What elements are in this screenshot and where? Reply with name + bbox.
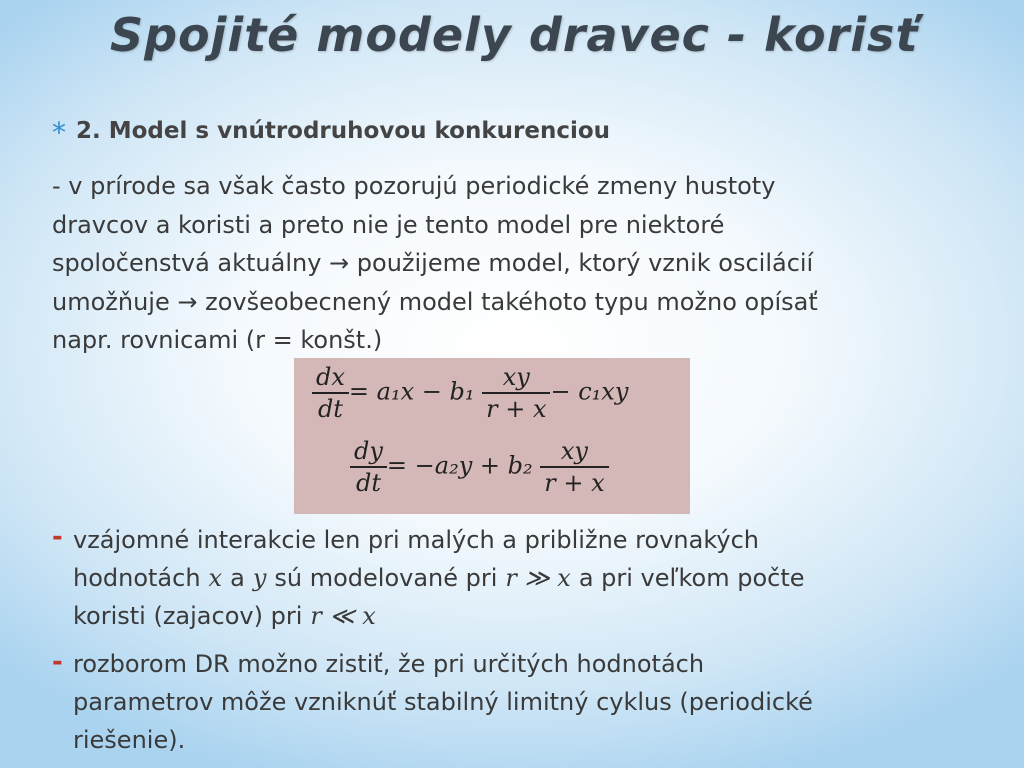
equation-1-tail: − c₁xy (550, 377, 629, 406)
paragraph-line: umožňuje → zovšeobecnený model takéhoto typu možno opísať (52, 287, 818, 316)
math-x: x (208, 564, 223, 592)
fraction-xy-over-r-plus-x: $\frac{xy}{r + x}$ (482, 362, 550, 424)
list-line: rozborom DR možno zistiť, že pri určitých hodnotách (73, 650, 705, 678)
equation-2 (350, 436, 609, 498)
derivative-dy-dt: $\frac{dy}{dt}$ (350, 436, 387, 498)
paragraph-line: - v prírode sa však často pozorujú periodické zmeny hustoty (52, 172, 776, 200)
slide-title: Spojité modely dravec - korisť (110, 8, 919, 62)
equation-1 (312, 362, 628, 424)
heading-bullet (52, 112, 611, 149)
star-bullet-icon: * (52, 116, 66, 149)
fraction-xy-over-r-plus-x: $\frac{xy}{r + x}$ (540, 436, 608, 498)
list-line: vzájomné interakcie len pri malých a približne rovnakých (73, 526, 759, 554)
dash-bullet-icon: - (52, 647, 63, 677)
list-item-interactions (73, 521, 805, 635)
list-line: riešenie). (73, 726, 186, 754)
list-line: koristi (zajacov) pri r ≪ x (73, 602, 376, 630)
math-y: y (252, 564, 267, 592)
paragraph-line: dravcov a koristi a preto nie je tento model pre niektoré (52, 210, 725, 239)
equation-box (294, 358, 690, 514)
paragraph-line: spoločenstvá aktuálny → použijeme model, ktorý vznik oscilácií (52, 249, 814, 277)
equation-2-rhs: = −a₂y + b₂ (386, 451, 533, 480)
dash-bullet-icon: - (52, 522, 63, 552)
list-item-limit-cycle (73, 645, 813, 759)
list-line: parametrov môže vzniknúť stabilný limitný cyklus (periodické (73, 688, 813, 716)
section-heading: 2. Model s vnútrodruhovou konkurenciou (76, 118, 611, 144)
paragraph-line: napr. rovnicami (r = konšt.) (52, 326, 383, 354)
derivative-dx-dt: $\frac{dx}{dt}$ (312, 362, 349, 424)
intro-paragraph (52, 167, 972, 360)
list-line: hodnotách x a y sú modelované pri r ≫ x a pri veľkom počte (73, 564, 805, 592)
equation-1-rhs: = a₁x − b₁ (348, 377, 475, 406)
math-r-much-greater-x: r ≫ x (505, 564, 571, 592)
math-r-much-less-x: r ≪ x (310, 602, 376, 630)
